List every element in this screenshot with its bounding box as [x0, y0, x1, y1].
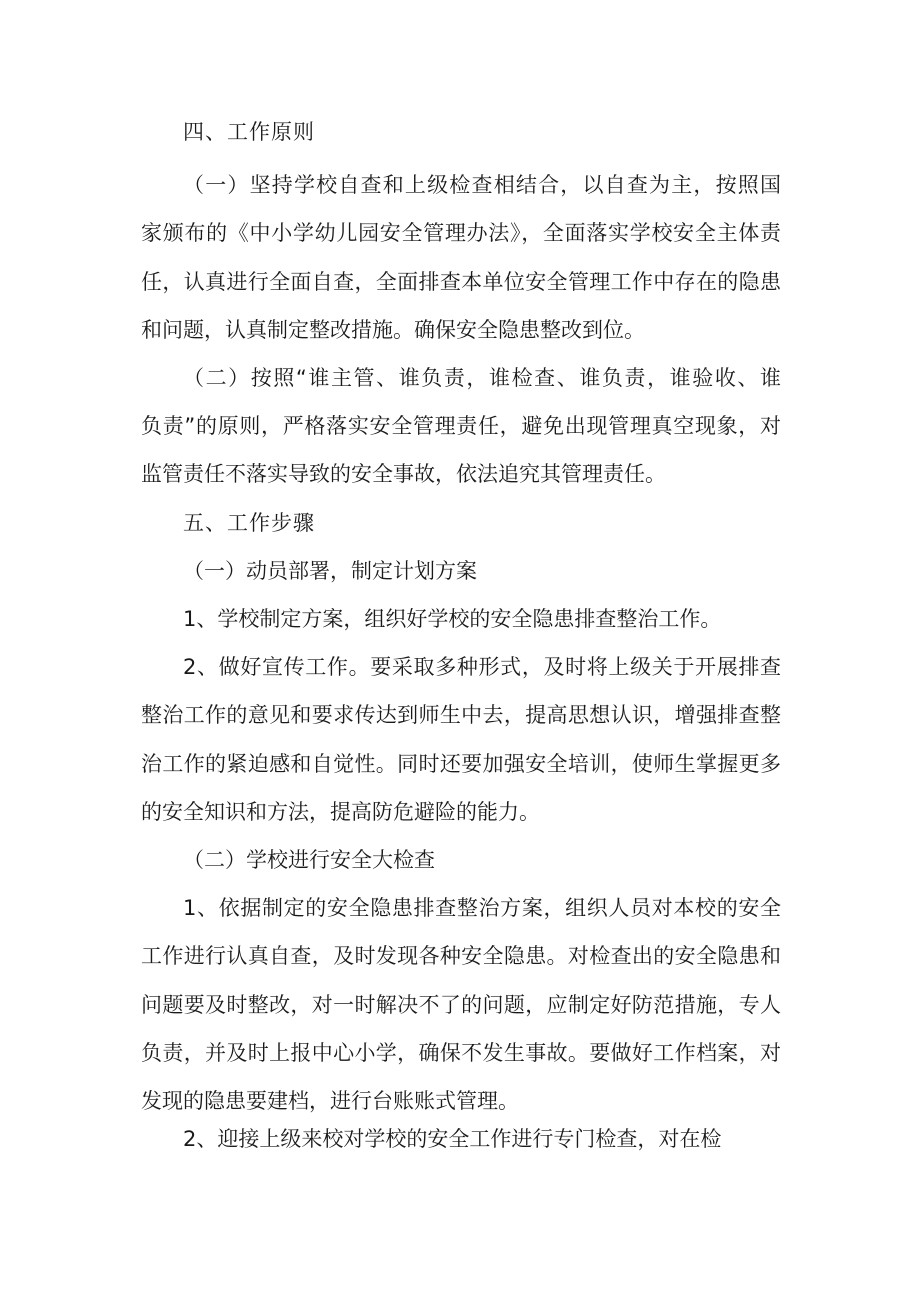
section-heading-steps: 五、工作步骤 [183, 511, 315, 535]
paragraph-line: （二）按照“谁主管、谁负责，谁检查、谁负责，谁验收、谁 [183, 366, 781, 390]
paragraph-line: 2、迎接上级来校对学校的安全工作进行专门检查，对在检 [183, 1127, 722, 1151]
paragraph-line: 任，认真进行全面自查，全面排查本单位安全管理工作中存在的隐患 [141, 270, 781, 294]
paragraph-line: 负责，并及时上报中心小学，确保不发生事故。要做好工作档案，对 [141, 1041, 781, 1065]
paragraph-line: 1、依据制定的安全隐患排查整治方案，组织人员对本校的安全 [183, 896, 781, 920]
paragraph-line: 监管责任不落实导致的安全事故，依法追究其管理责任。 [141, 462, 666, 486]
paragraph-line: 治工作的紧迫感和自觉性。同时还要加强安全培训，使师生掌握更多 [141, 752, 781, 776]
section-heading-principles: 四、工作原则 [183, 120, 315, 144]
paragraph-line: 的安全知识和方法，提高防危避险的能力。 [141, 800, 540, 824]
paragraph-line: 工作进行认真自查，及时发现各种安全隐患。对检查出的安全隐患和 [141, 944, 781, 968]
paragraph-line: 2、做好宣传工作。要采取多种形式，及时将上级关于开展排查 [183, 655, 781, 679]
list-item: 1、学校制定方案，组织好学校的安全隐患排查整治工作。 [183, 607, 722, 631]
paragraph-line: 发现的隐患要建档，进行台账账式管理。 [141, 1089, 519, 1113]
paragraph-line: （一）坚持学校自查和上级检查相结合，以自查为主，按照国 [183, 173, 781, 197]
paragraph-line: 负责”的原则，严格落实安全管理责任，避免出现管理真空现象，对 [141, 414, 781, 438]
subheading-inspection: （二）学校进行安全大检查 [183, 848, 435, 872]
paragraph-line: 问题要及时整改，对一时解决不了的问题，应制定好防范措施，专人 [141, 993, 781, 1017]
subheading-mobilize: （一）动员部署，制定计划方案 [183, 559, 477, 583]
paragraph-line: 和问题，认真制定整改措施。确保安全隐患整改到位。 [141, 318, 645, 342]
paragraph-line: 整治工作的意见和要求传达到师生中去，提高思想认识，增强排查整 [141, 703, 781, 727]
paragraph-line: 家颁布的《中小学幼儿园安全管理办法》，全面落实学校安全主体责 [141, 221, 781, 245]
